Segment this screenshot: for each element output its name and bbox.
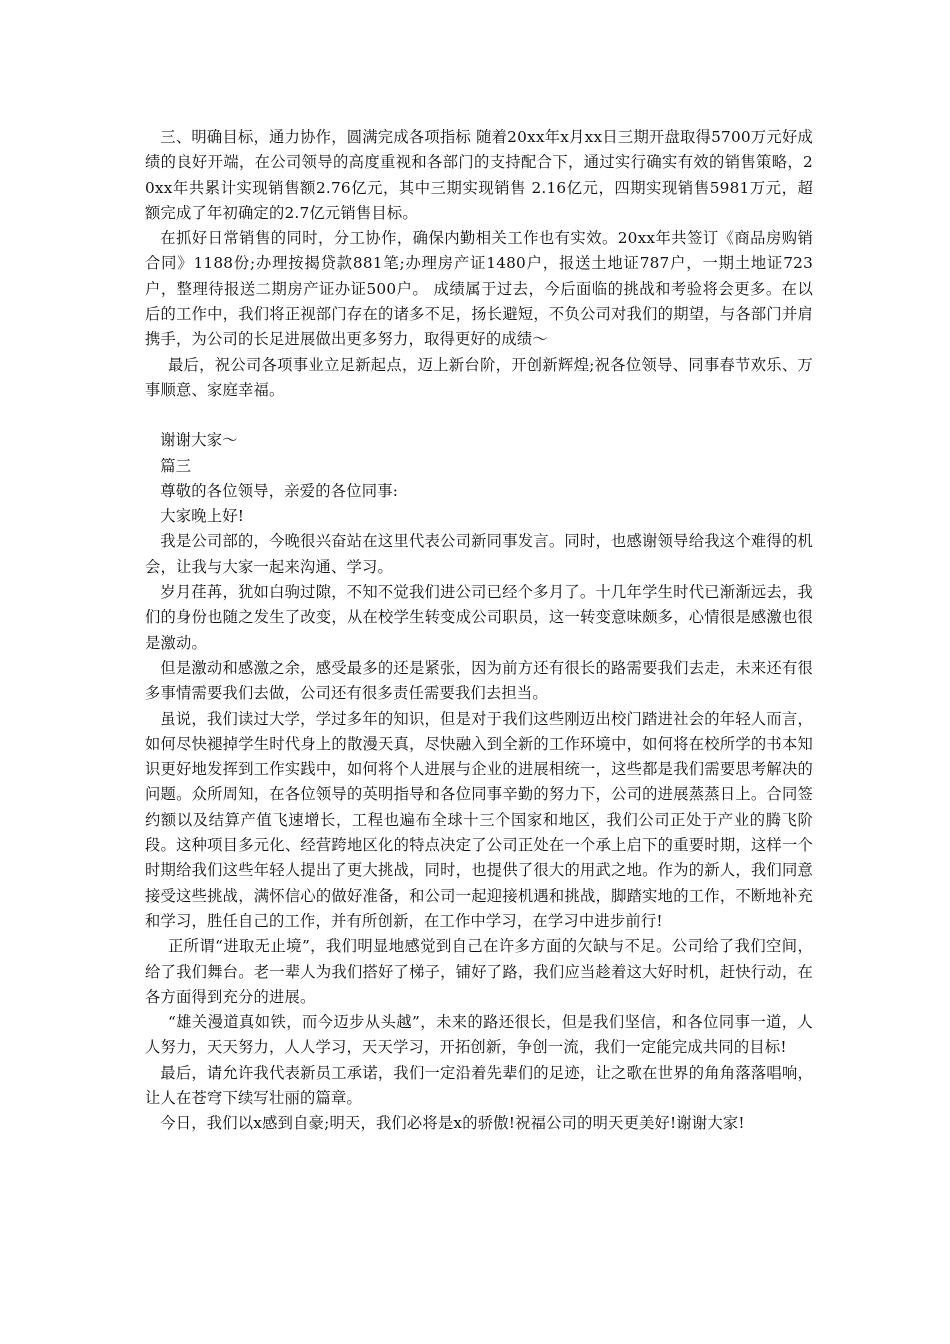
paragraph-challenges: 虽说，我们读过大学，学过多年的知识，但是对于我们这些刚迈出校门踏进社会的年轻人而言，如何尽快褪掉学生时代身上的散漫天真，尽快融入到全新的工作环境中，如何将在校所学的书本知识更好地发挥到工作实践中，如何将个人进展与企业的进展相统一，这些都是我们需要思考解决的问题。众所周知，在各位领导的英明指导和各位同事辛勤的努力下，公司的进展蒸蒸日上。合同签约额以及结算产值飞速增长，工程也遍布全球十三个国家和地区，我们公司正处于产业的腾飞阶段。这种项目多元化、经营跨地区化的特点决定了公司正处在一个承上启下的重要时期，这样一个时期给我们这些年轻人提出了更大挑战，同时，也提供了很大的用武之地。作为的新人，我们同意接受这些挑战，满怀信心的做好准备，和公司一起迎接机遇和挑战，脚踏实地的工作，不断地补充和学习，胜任自己的工作，并有所创新，在工作中学习，在学习中进步前行! — [145, 709, 813, 930]
paragraph-time-passing: 岁月荏苒，犹如白驹过隙，不知不觉我们进公司已经个多月了。十几年学生时代已渐渐远去，我们的身份也随之发生了改变，从在校学生转变成公司职员，这一转变意味颇多，心情很是感激也很是激动。 — [145, 583, 813, 652]
paragraph-introduction: 我是公司部的，今晚很兴奋站在这里代表公司新同事发言。同时，也感谢领导给我这个难得的机会，让我与大家一起来沟通、学习。 — [145, 532, 813, 576]
greeting: 大家晚上好! — [160, 507, 245, 526]
paragraph-poem-quote: “雄关漫道真如铁，而今迈步从头越”，未来的路还很长，但是我们坚信，和各位同事一道，人人努力，天天努力，人人学习，天天学习，开拓创新，争创一流，我们一定能完成共同的目标! — [145, 1013, 813, 1057]
blank-line — [145, 403, 813, 428]
paragraph-wishes: 最后，祝公司各项事业立足新起点，迈上新台阶，开创新辉煌;祝各位领导、同事春节欢乐、万事顺意、家庭幸福。 — [145, 355, 813, 399]
paragraph-sales-goals: 三、明确目标，通力协作，圆满完成各项指标 随着20xx年x月xx日三期开盘取得5700万元好成绩的良好开端，在公司领导的高度重视和各部门的支持配合下，通过实行确实有效的销售策略，20xx年共累计实现销售额2.76亿元，其中三期实现销售 2.16亿元，四期实现销售5981万元，超额完成了年初确定的2.7亿元销售目标。 — [145, 128, 813, 222]
paragraph-closing: 今日，我们以x感到自豪;明天，我们必将是x的骄傲!祝福公司的明天更美好!谢谢大家! — [160, 1114, 745, 1133]
paragraph-office-work: 在抓好日常销售的同时，分工协作，确保内勤相关工作也有实效。20xx年共签订《商品房购销合同》1188份;办理按揭贷款881笔;办理房产证1480户，报送土地证787户，一期土地证723户，整理待报送二期房产证办证500户。 成绩属于过去，今后面临的挑战和考验将会更多。在以后的工作中，我们将正视部门存在的诸多不足，扬长避短，不负公司对我们的期望，与各部门并肩携手，为公司的长足进展做出更多努力，取得更好的成绩～ — [145, 229, 813, 349]
paragraph-promise: 最后，请允许我代表新员工承诺，我们一定沿着先辈们的足迹，让之歌在世界的角角落落唱响，让人在苍穹下续写壮丽的篇章。 — [145, 1063, 813, 1107]
paragraph-pressure: 但是激动和感激之余，感受最多的还是紧张，因为前方还有很长的路需要我们去走，未来还有很多事情需要我们去做，公司还有很多责任需要我们去担当。 — [145, 658, 813, 703]
salutation: 尊敬的各位领导，亲爱的各位同事: — [160, 481, 399, 500]
section-title: 篇三 — [160, 456, 192, 475]
document-page — [145, 125, 813, 1137]
paragraph-progress: 正所谓“进取无止境”，我们明显地感觉到自己在许多方面的欠缺与不足。公司给了我们空间，给了我们舞台。老一辈人为我们搭好了梯子，铺好了路，我们应当趁着这大好时机，赶快行动，在各方面得到充分的进展。 — [145, 937, 813, 1006]
thanks-line: 谢谢大家～ — [160, 431, 238, 450]
